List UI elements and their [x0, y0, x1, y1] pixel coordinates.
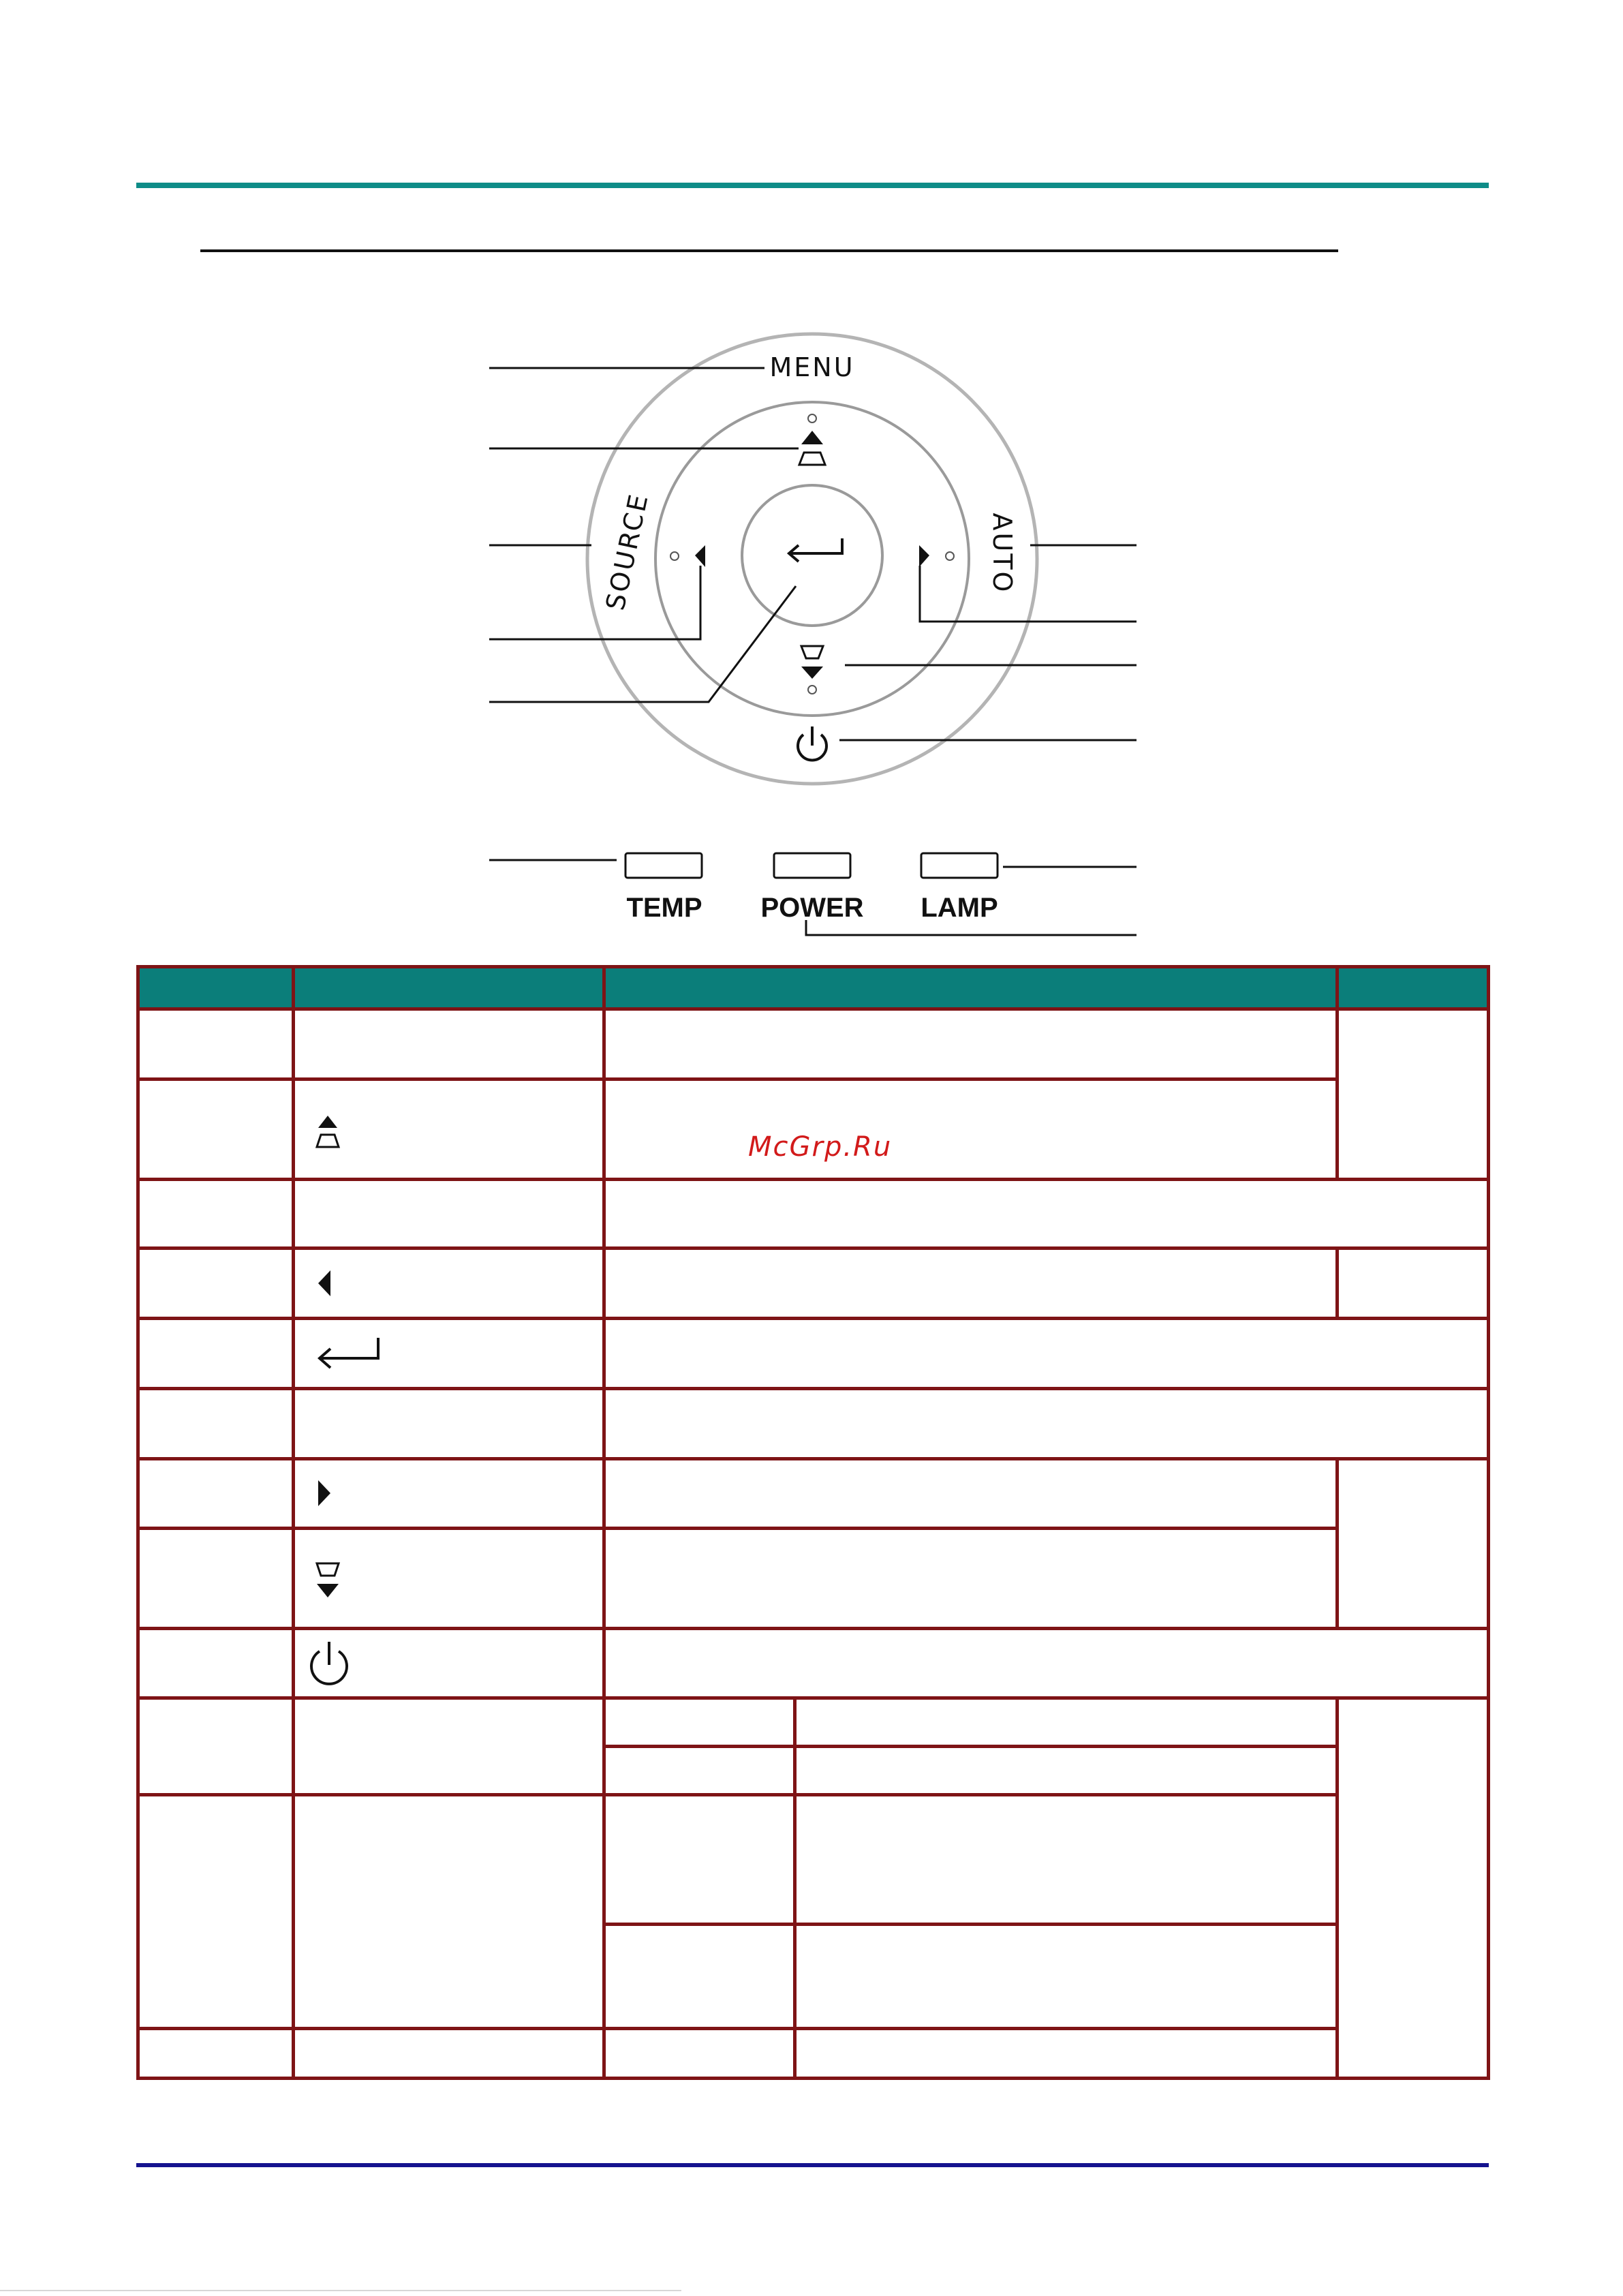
table-cell [604, 1629, 1489, 1698]
table-cell [1338, 1459, 1489, 1629]
menu-label: MENU [769, 352, 855, 382]
left-arrow-icon [695, 545, 705, 567]
table-row [138, 1079, 1489, 1180]
left-arrow-icon [295, 1253, 377, 1314]
power-icon [295, 1631, 377, 1696]
table-cell [294, 1459, 604, 1528]
table-cell [604, 1389, 1489, 1459]
indicator-dot-left [670, 552, 679, 560]
table-cell [138, 1459, 294, 1528]
lamp-label: LAMP [921, 893, 998, 923]
temp-led [625, 853, 702, 878]
table-row [138, 1629, 1489, 1698]
table-cell [138, 2029, 294, 2079]
table-row [138, 2029, 1489, 2079]
keystone-up-icon [295, 1095, 377, 1163]
temp-label: TEMP [626, 893, 702, 923]
table-cell [138, 1629, 294, 1698]
table-header-row [138, 967, 1489, 1009]
table-row [138, 1459, 1489, 1528]
table-cell [138, 1794, 294, 2029]
table-row [138, 1009, 1489, 1079]
table-cell [294, 1698, 604, 1794]
table-cell [138, 1389, 294, 1459]
table-cell [604, 1794, 795, 1924]
table-cell [294, 1794, 604, 2029]
table-cell [604, 1528, 1338, 1629]
indicator-dot-bottom [808, 686, 816, 694]
table-cell [604, 1319, 1489, 1389]
enter-icon [789, 538, 842, 562]
table-cell [138, 1009, 294, 1079]
table-cell [795, 1698, 1338, 1747]
power-label: POWER [760, 893, 864, 923]
header-cell [1338, 967, 1489, 1009]
table-cell [795, 2029, 1338, 2079]
table-cell [138, 1079, 294, 1180]
table-cell [1338, 1698, 1489, 2079]
table-cell [604, 1009, 1338, 1079]
table-cell [604, 1249, 1338, 1319]
keystone-down-icon [801, 646, 823, 679]
table-cell [604, 1459, 1338, 1528]
header-cell [138, 967, 294, 1009]
table-row [138, 1319, 1489, 1389]
table-cell [795, 1924, 1338, 2029]
table-cell [604, 1698, 795, 1747]
table-cell [294, 1249, 604, 1319]
table-cell [138, 1528, 294, 1629]
table-row [138, 1528, 1489, 1629]
table-cell [795, 1746, 1338, 1794]
table-cell [138, 1698, 294, 1794]
keystone-down-icon [295, 1544, 377, 1612]
table-cell [138, 1249, 294, 1319]
table-cell [604, 1180, 1489, 1249]
auto-label: AUTO [987, 512, 1017, 594]
table-cell [294, 1079, 604, 1180]
power-icon [798, 726, 826, 760]
table-cell [294, 1629, 604, 1698]
header-cell [604, 967, 1338, 1009]
table-cell [1338, 1009, 1489, 1180]
table-cell [294, 1528, 604, 1629]
enter-icon [295, 1323, 390, 1384]
power-led [774, 853, 850, 878]
right-arrow-icon [295, 1463, 377, 1524]
table-cell [1338, 1249, 1489, 1319]
right-arrow-icon [919, 545, 929, 567]
table-row [138, 1794, 1489, 1924]
table-cell [294, 1389, 604, 1459]
lamp-led [921, 853, 998, 878]
indicator-dot-top [808, 414, 816, 423]
table-row [138, 1180, 1489, 1249]
source-label: SOURCE [600, 490, 654, 613]
table-cell [604, 1924, 795, 2029]
table-cell [604, 1079, 1338, 1180]
header-cell [294, 967, 604, 1009]
table-cell [294, 1180, 604, 1249]
footer-ghost-line [0, 2290, 681, 2291]
enter-ring [742, 485, 882, 626]
footer-rule [136, 2163, 1489, 2167]
control-panel-diagram [0, 0, 1623, 968]
table-cell [604, 2029, 795, 2079]
table-row [138, 1389, 1489, 1459]
table-cell [138, 1319, 294, 1389]
table-cell [604, 1746, 795, 1794]
indicator-dot-right [946, 552, 954, 560]
table-row [138, 1698, 1489, 1747]
table-cell [294, 2029, 604, 2079]
table-cell [795, 1794, 1338, 1924]
table-cell [294, 1009, 604, 1079]
keystone-up-icon [799, 431, 825, 465]
watermark: McGrp.Ru [748, 1131, 893, 1163]
table-row [138, 1249, 1489, 1319]
table-cell [138, 1180, 294, 1249]
table-cell [294, 1319, 604, 1389]
